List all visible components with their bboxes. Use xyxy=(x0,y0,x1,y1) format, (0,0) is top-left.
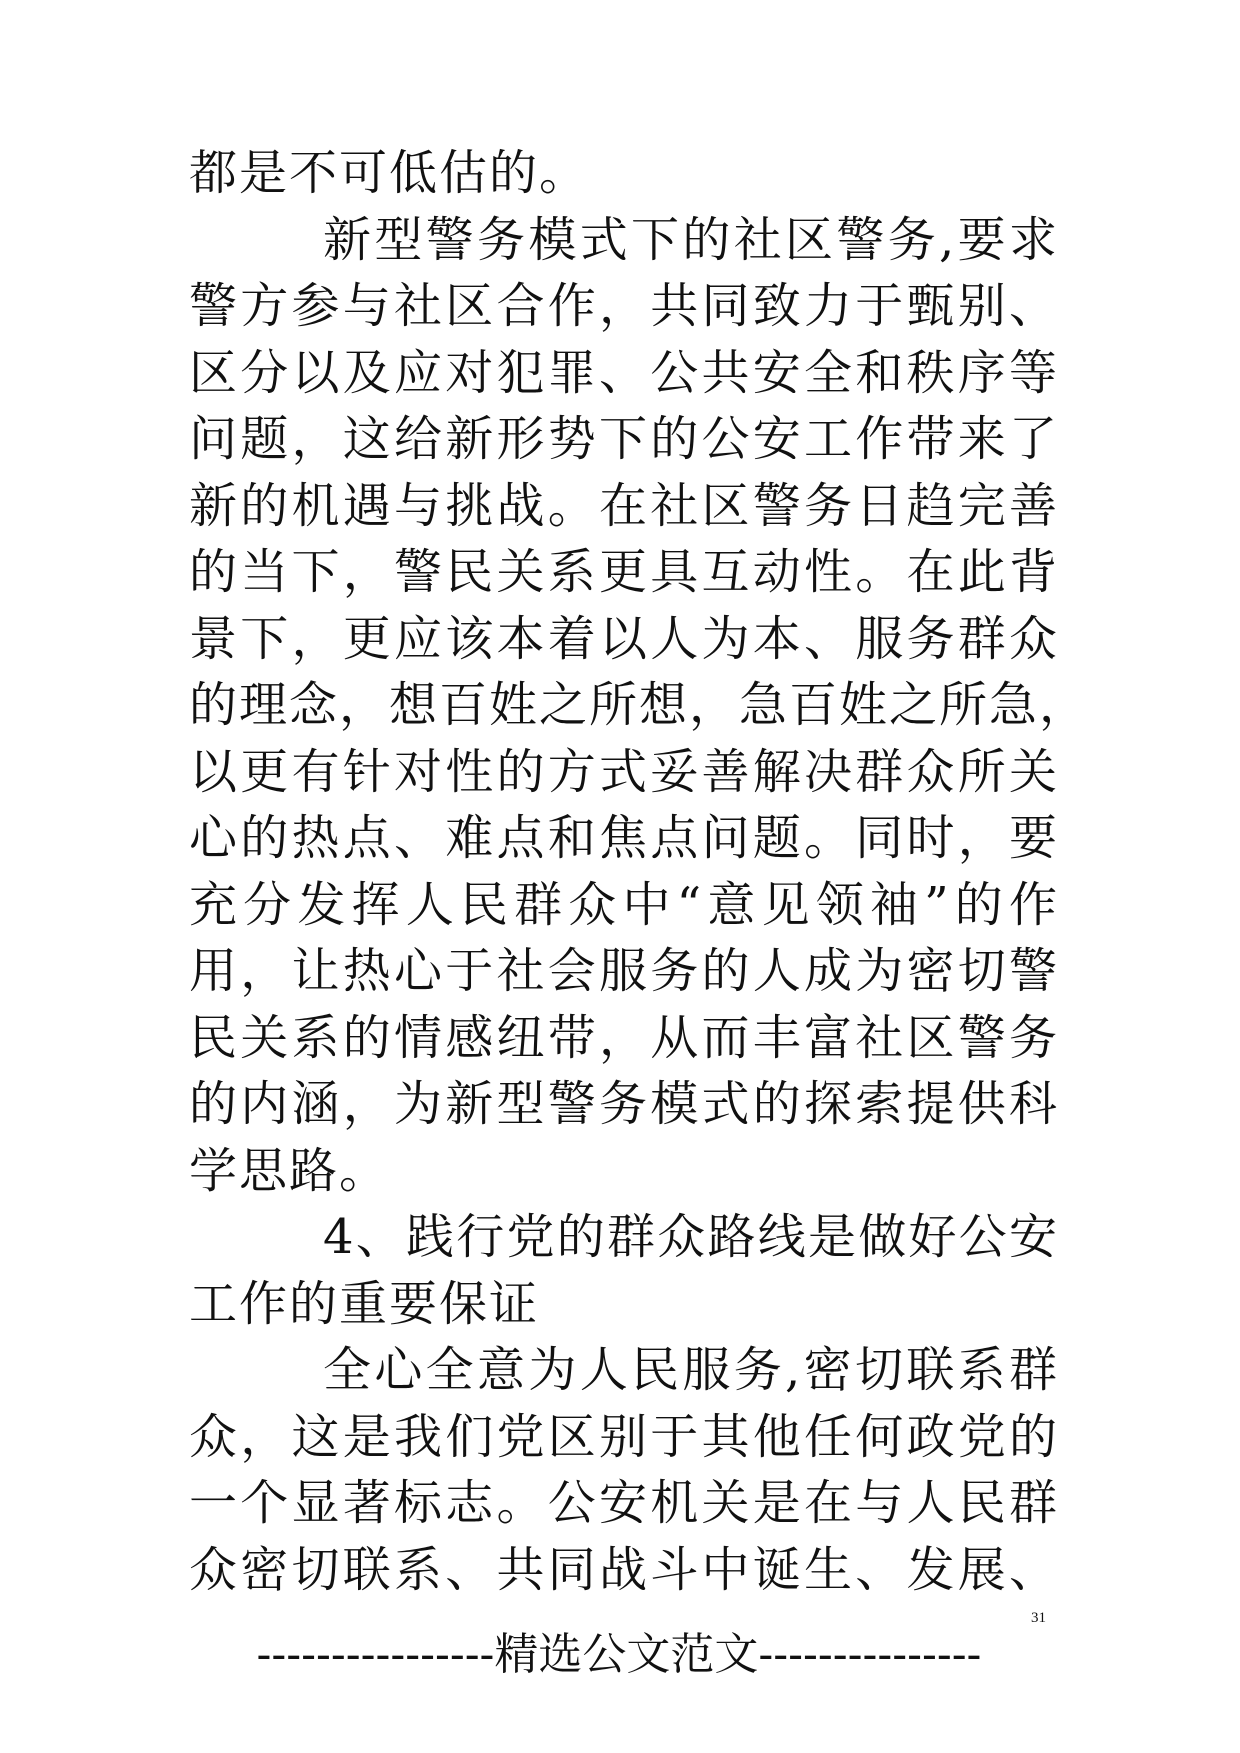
text-line: 问题，这给新形势下的公安工作带来了 xyxy=(189,411,1059,467)
text-line: 区分以及应对犯罪、公共安全和秩序等 xyxy=(189,344,1059,401)
text-line: 的理念，想百姓之所想，急百姓之所急， xyxy=(189,677,1090,733)
text-line: 众密切联系、共同战斗中诞生、发展、 xyxy=(189,1541,1059,1598)
body-text xyxy=(189,140,1090,1603)
text-line: 充分发挥人民群众中“意见领袖”的作 xyxy=(189,876,1059,933)
text-line: 的内涵，为新型警务模式的探索提供科 xyxy=(189,1076,1059,1132)
text-line: 都是不可低估的。 xyxy=(189,145,590,201)
text-line: 4、践行党的群众路线是做好公安 xyxy=(323,1209,1059,1265)
text-line: 新的机遇与挑战。在社区警务日趋完善 xyxy=(189,477,1059,534)
text-line: 工作的重要保证 xyxy=(189,1275,540,1332)
text-line: 学思路。 xyxy=(189,1142,390,1199)
text-line: 一个显著标志。公安机关是在与人民群 xyxy=(189,1475,1059,1531)
text-line: 用，让热心于社会服务的人成为密切警 xyxy=(189,943,1059,999)
text-line: 以更有针对性的方式妥善解决群众所关 xyxy=(189,743,1059,800)
text-line: 众，这是我们党区别于其他任何政党的 xyxy=(189,1408,1059,1465)
text-line: 民关系的情感纽带，从而丰富社区警务 xyxy=(189,1009,1059,1066)
text-line: 警方参与社区合作，共同致力于甄别、 xyxy=(189,278,1059,334)
text-line: 新型警务模式下的社区警务,要求 xyxy=(323,211,1059,268)
text-line: 心的热点、难点和焦点问题。同时，要 xyxy=(189,810,1059,866)
text-line: 的当下，警民关系更具互动性。在此背 xyxy=(189,544,1059,600)
footer-banner: ----------------精选公文范文--------------- xyxy=(256,1629,982,1680)
text-line: 景下，更应该本着以人为本、服务群众 xyxy=(189,610,1059,667)
page-number: 31 xyxy=(1031,1610,1046,1626)
text-line: 全心全意为人民服务,密切联系群 xyxy=(323,1342,1059,1398)
